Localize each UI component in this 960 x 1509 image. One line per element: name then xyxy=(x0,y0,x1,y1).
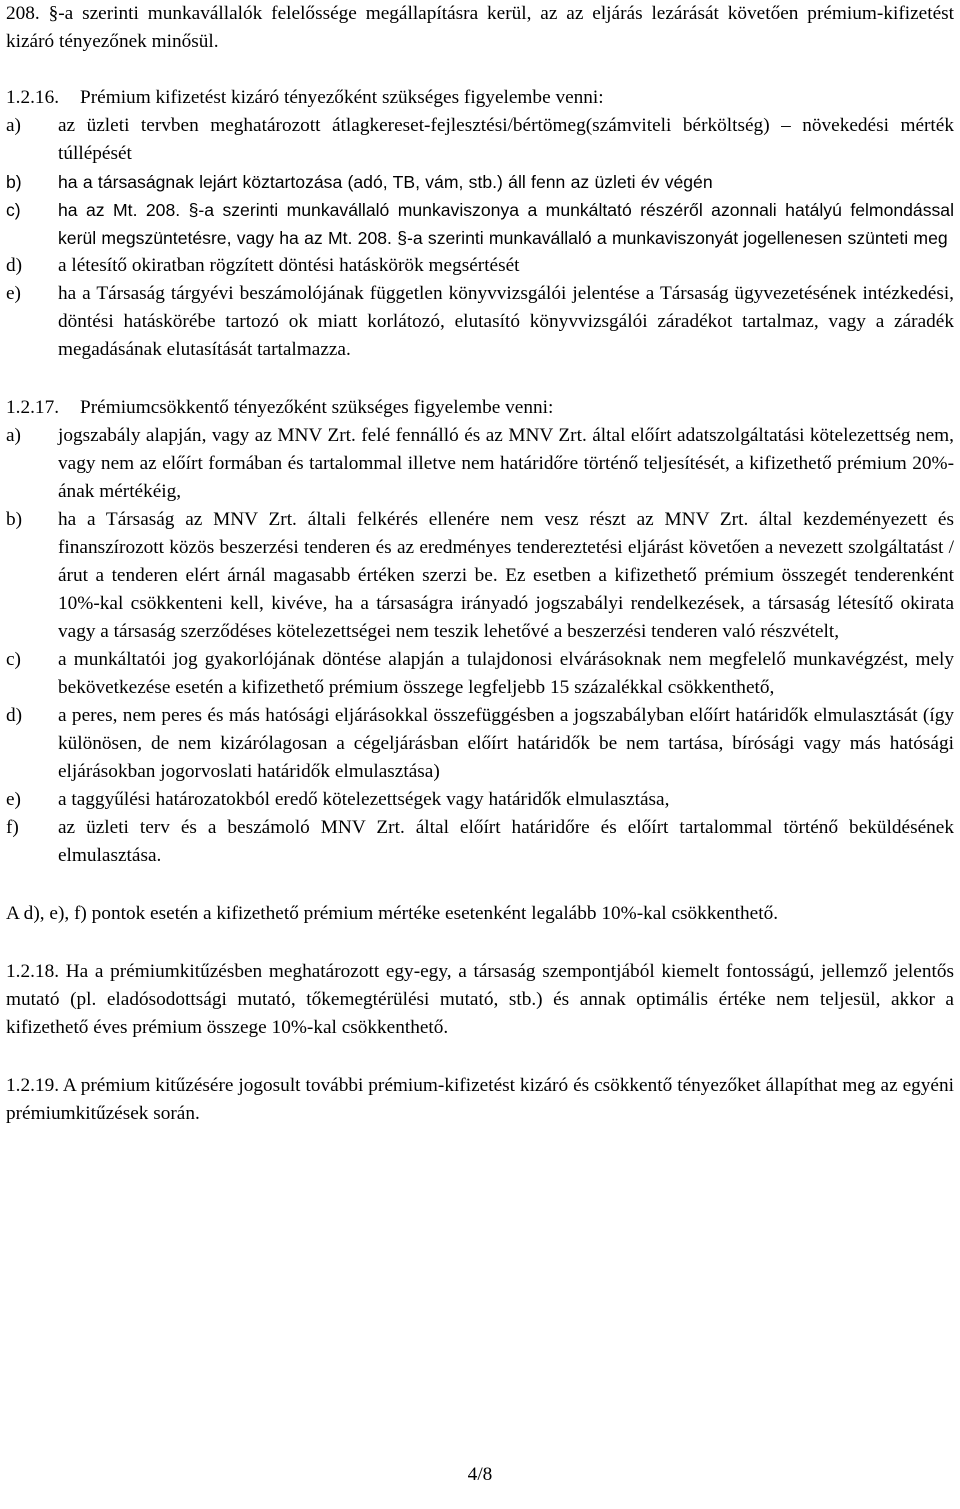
section-title: Prémiumcsökkentő tényezőként szükséges figyelembe venni: xyxy=(80,397,554,418)
list-item-text: ha a Társaság az MNV Zrt. általi felkérés ellenére nem vesz részt az MNV Zrt. által kezdeményezett és finanszírozott közös beszerzési tenderen és az eredményes tendereztetési eljárást követően a nevezett szolgáltatást / árut a tenderen elért árnál magasabb értéken szerzi be. Ez esetben a kifizethető prémium összegét tenderenként 10%-kal csökkenteni kell, kivéve, ha a társaságra irányadó jogszabályi rendelkezések, a társaság létesítő okirata vagy a társaság szerződéses kötelezettségei nem teszik lehetővé a beszerzési tenderen való részvételt, xyxy=(58,509,954,642)
list-item xyxy=(6,702,954,786)
section-heading xyxy=(6,394,954,422)
section-1-2-18 xyxy=(6,958,954,1042)
spacer xyxy=(6,1042,954,1072)
list-item-label: e) xyxy=(6,789,21,810)
spacer xyxy=(6,56,954,84)
list-item-label: b) xyxy=(6,509,23,530)
list-item xyxy=(6,112,954,168)
document-page xyxy=(6,0,954,1128)
page-number: 4/8 xyxy=(467,1464,493,1485)
section-1-2-17 xyxy=(6,394,954,870)
list-item-text: a létesítő okiratban rögzített döntési hatáskörök megsértését xyxy=(58,255,520,276)
list-item-text: a taggyűlési határozatokból eredő kötelezettségek vagy határidők elmulasztása, xyxy=(58,789,670,810)
list-item xyxy=(6,196,954,252)
list-item-text: ha a Társaság tárgyévi beszámolójának független könyvvizsgálói jelentése a Társaság ügyvezetésének intézkedési, döntési hatáskörébe tartozó ok miatt korlátozó, elutasító könyvvizsgálói záradékot tartalmaz, vagy a záradék megadásának elutasítását tartalmazza. xyxy=(58,283,954,360)
list-item xyxy=(6,646,954,702)
list-item xyxy=(6,422,954,506)
list xyxy=(6,422,954,870)
list-item-text: a munkáltatói jog gyakorlójának döntése alapján a tulajdonosi elvárásoknak nem megfelelő munkavégzést, mely bekövetkezése esetén a kifizethető prémium összege legfeljebb 15 százalékkal csökkenthető, xyxy=(58,649,954,698)
list-item xyxy=(6,786,954,814)
list-item-text: jogszabály alapján, vagy az MNV Zrt. felé fennálló és az MNV Zrt. által előírt adatszolgáltatási kötelezettség nem, vagy nem az előírt formában és tartalommal illetve nem határidőre történő teljesítését, a kifizethető prémium 20%-ának mértékéig, xyxy=(58,425,954,502)
list-item-label: e) xyxy=(6,283,21,304)
list-item-label: b) xyxy=(6,172,22,192)
section-number: 1.2.19. xyxy=(6,1075,60,1096)
section-number: 1.2.16. xyxy=(6,87,60,108)
spacer xyxy=(6,870,954,900)
list-item-text: az üzleti tervben meghatározott átlagkereset-fejlesztési/bértömeg(számviteli bérköltség) – növekedési mérték túllépését xyxy=(58,115,954,164)
list-item-label: f) xyxy=(6,817,19,838)
list-item-label: a) xyxy=(6,425,21,446)
spacer xyxy=(6,928,954,958)
list xyxy=(6,112,954,364)
spacer xyxy=(6,364,954,394)
note-paragraph: A d), e), f) pontok esetén a kifizethető prémium mértéke esetenként legalább 10%-kal csökkenthető. xyxy=(6,903,779,924)
list-item-label: d) xyxy=(6,255,23,276)
section-1-2-16 xyxy=(6,84,954,364)
list-item xyxy=(6,252,954,280)
list-item-text: az üzleti terv és a beszámoló MNV Zrt. által előírt határidőre és előírt tartalommal történő beküldésének elmulasztása. xyxy=(58,817,954,866)
section-1-2-19 xyxy=(6,1072,954,1128)
section-number: 1.2.17. xyxy=(6,397,60,418)
section-number: 1.2.18. xyxy=(6,961,60,982)
list-item xyxy=(6,168,954,196)
list-item-text: ha a társaságnak lejárt köztartozása (adó, TB, vám, stb.) áll fenn az üzleti év végén xyxy=(58,172,713,192)
section-title: Prémium kifizetést kizáró tényezőként szükséges figyelembe venni: xyxy=(80,87,604,108)
section-heading xyxy=(6,84,954,112)
list-item xyxy=(6,814,954,870)
list-item-label: c) xyxy=(6,200,21,220)
section-text: A prémium kitűzésére jogosult további prémium-kifizetést kizáró és csökkentő tényezőket állapíthat meg az egyéni prémiumkitűzések során. xyxy=(6,1075,954,1124)
intro-paragraph: 208. §-a szerinti munkavállalók felelőssége megállapításra kerül, az az eljárás lezárását követően prémium-kifizetést kizáró tényezőnek minősül. xyxy=(6,3,954,52)
list-item-text: a peres, nem peres és más hatósági eljárásokkal összefüggésben a jogszabályban előírt határidők elmulasztását (így különösen, de nem kizárólagosan a cégeljárásban előírt határidők be nem tartása, bírósági vagy más hatósági eljárásokban jogorvoslati határidők elmulasztása) xyxy=(58,705,954,782)
list-item xyxy=(6,280,954,364)
list-item xyxy=(6,506,954,646)
list-item-text: ha az Mt. 208. §-a szerinti munkavállaló munkaviszonya a munkáltató részéről azonnali hatályú felmondással kerül megszüntetésre, vagy ha az Mt. 208. §-a szerinti munkavállaló a munkaviszonyát jogellenesen szünteti meg xyxy=(58,200,954,248)
section-text: Ha a prémiumkitűzésben meghatározott egy-egy, a társaság szempontjából kiemelt fontosságú, jellemző jelentős mutató (pl. eladósodottsági mutató, tőkemegtérülési mutató, stb.) és annak optimális értéke nem teljesül, akkor a kifizethető éves prémium összege 10%-kal csökkenthető. xyxy=(6,961,954,1038)
list-item-label: d) xyxy=(6,705,23,726)
list-item-label: a) xyxy=(6,115,21,136)
list-item-label: c) xyxy=(6,649,21,670)
